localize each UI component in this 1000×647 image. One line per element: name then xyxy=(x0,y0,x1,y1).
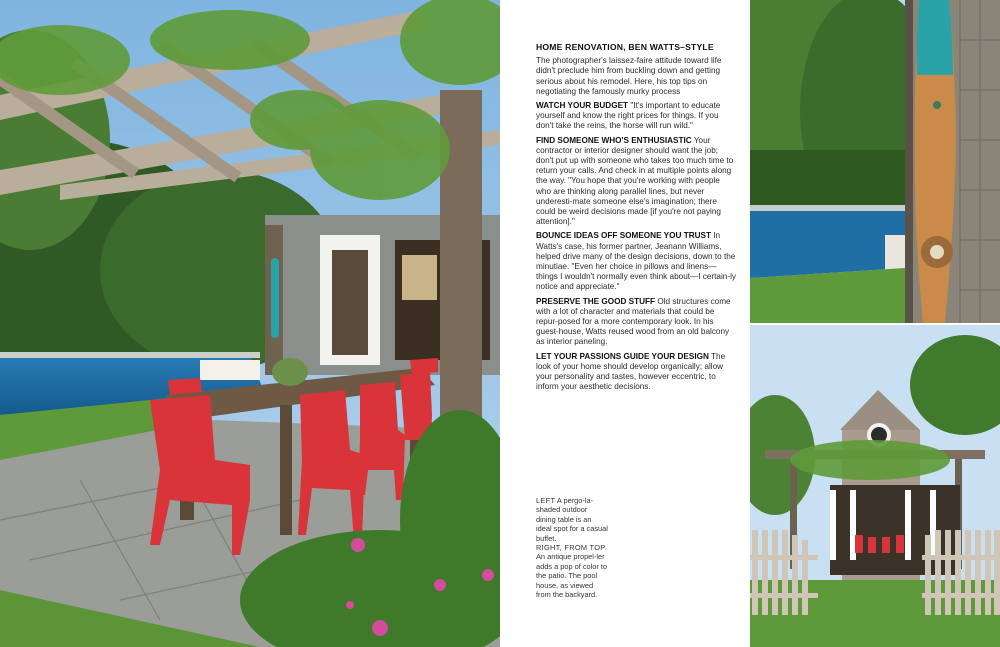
pool-house-photo xyxy=(750,325,1000,647)
tip-bounce-ideas xyxy=(536,231,736,292)
tip-find-enthusiastic xyxy=(536,136,736,228)
pool-photo xyxy=(750,0,905,323)
caption-left-key: LEFT xyxy=(536,496,556,505)
tip-body: In Watts's case, his former partner, Jeanann Williams, helped drive many of the design decisions, down to the minutiae. "Even her choice in pillows and linens—things I wouldn't normally even think about—I certain-ly notice and appreciate." xyxy=(536,231,736,292)
tip-body: The look of your home should develop organically; allow your personality and tastes, however eccentric, to inform your aesthetic decisions. xyxy=(536,351,726,392)
caption-left-text: A pergo-la-shaded outdoor dining table is an ideal spot for a casual buffet. xyxy=(536,496,608,543)
tip-preserve-good-stuff xyxy=(536,297,736,348)
tip-title: LET YOUR PASSIONS GUIDE YOUR DESIGN xyxy=(536,351,709,361)
caption-right-text: An antique propel-ler adds a pop of color to the patio. The pool house, as viewed from the backyard. xyxy=(536,552,608,600)
pool-illustration xyxy=(750,0,905,323)
propeller-illustration xyxy=(905,0,1000,323)
tip-title: PRESERVE THE GOOD STUFF xyxy=(536,296,656,306)
article-intro: The photographer's laissez-faire attitude toward life didn't preclude him from buckling down and getting serious about his remodel. Here, his top tips on negotiating the famously murky process xyxy=(536,56,722,96)
photo-caption xyxy=(536,496,608,599)
tip-body: "It's important to educate yourself and know the right prices for things. If you don't take the reins, the horse will run wild." xyxy=(536,101,721,131)
pool-house-illustration xyxy=(750,325,1000,647)
tip-passions-guide xyxy=(536,352,736,393)
tip-watch-budget xyxy=(536,101,736,132)
propeller-photo xyxy=(905,0,1000,323)
article-text-column xyxy=(536,42,736,397)
tip-body: Old structures come with a lot of character and materials that could be repur-posed for a more contemporary look. In his guest-house, Watts reused wood from an old balcony as interior paneling. xyxy=(536,296,731,347)
tip-body: Your contractor or interior designer should want the job; don't put up with someone who takes too much time to return your calls. And check in at multiple points along the way. "You hope that you're working with people who are thinking along parallel lines, but never underesti-mate someone else's imagination; there could be weird decisions made [if you're not paying attention]." xyxy=(536,135,734,227)
tip-title: FIND SOMEONE WHO'S ENTHUSIASTIC xyxy=(536,135,692,145)
article-headline: HOME RENOVATION, BEN WATTS–STYLE xyxy=(536,42,714,52)
tip-title: BOUNCE IDEAS OFF SOMEONE YOU TRUST xyxy=(536,231,711,241)
caption-right-key: RIGHT, FROM TOP xyxy=(536,543,606,553)
tip-title: WATCH YOUR BUDGET xyxy=(536,101,629,111)
